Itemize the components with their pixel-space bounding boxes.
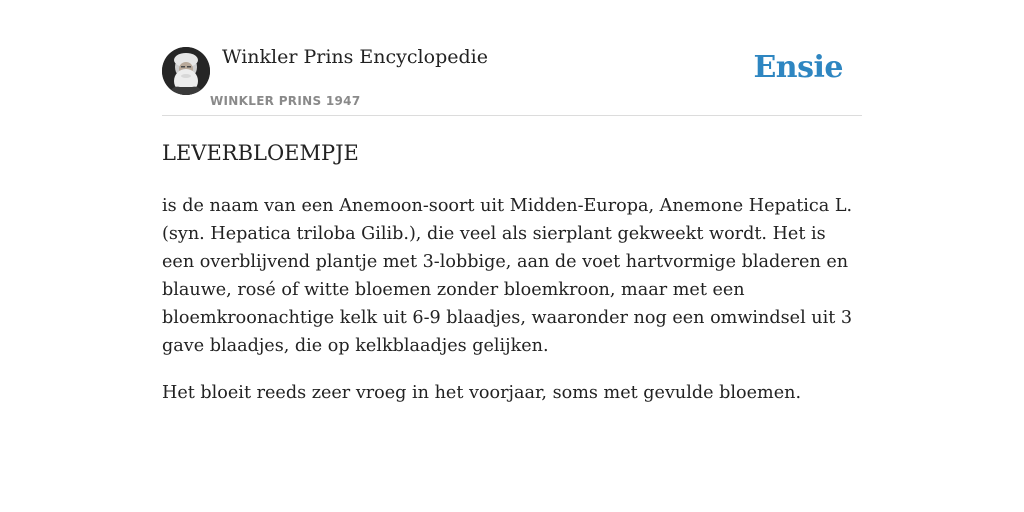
brand-logo-link[interactable]: Ensie: [753, 50, 843, 85]
source-header: [162, 0, 862, 116]
page-container: [162, 0, 862, 403]
portrait-graphic: [162, 47, 210, 95]
article-paragraph: is de naam van een Anemoon-soort uit Midden-Europa, Anemone Hepatica L. (syn. Hepatica triloba Gilib.), die veel als sierplant gekweekt wordt. Het is een overblijvend plantje met 3-lobbige, aan de voet hartvormige bladeren en blauwe, rosé of witte bloemen zonder bloemkroon, maar met een bloemkroonachtige kelk uit 6-9 blaadjes, waaronder nog een omwindsel uit 3 gave blaadjes, die op kelkblaadjes gelijken.: [162, 196, 853, 356]
source-title-link[interactable]: Winkler Prins Encyclopedie: [222, 46, 488, 68]
article-body: [162, 192, 862, 426]
article-title: LEVERBLOEMPJE: [162, 141, 359, 165]
article-paragraph: Het bloeit reeds zeer vroeg in het voorjaar, soms met gevulde bloemen.: [162, 383, 802, 403]
source-subtitle: WINKLER PRINS 1947: [210, 94, 361, 108]
author-portrait-icon[interactable]: [162, 47, 210, 95]
